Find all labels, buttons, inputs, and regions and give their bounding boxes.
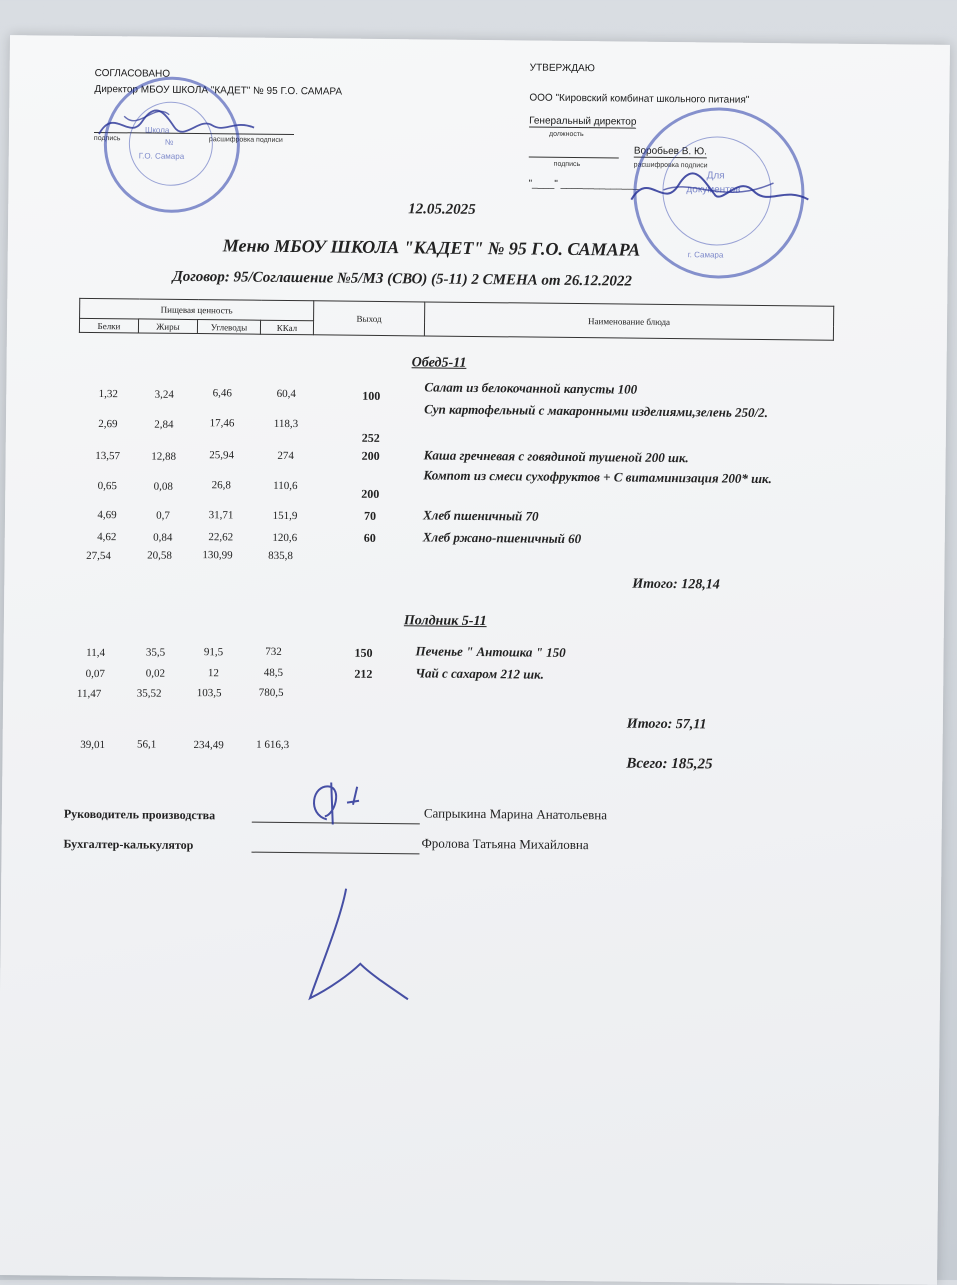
lunch-total: Итого: 128,14 [632,576,720,593]
protein-header: Белки [79,318,138,333]
director-right-signature [623,160,814,222]
approval-right-position: Генеральный директор [529,115,637,128]
snack-sum-row: 11,47 35,52 103,5 780,5 [76,686,284,701]
accountant-label: Бухгалтер-калькулятор [63,836,194,853]
carbs-header: Углеводы [197,320,260,335]
kcal-header: ККал [260,320,313,335]
approval-left-title: СОГЛАСОВАНО [94,67,171,80]
document-date: 12.05.2025 [408,201,476,218]
round-stamp-right: Для документов г. Самара [633,107,806,280]
left-sig-caption: подпись [93,134,121,143]
table-row: 1,32 3,24 6,46 60,4 100 Салат из белокочанной капусты 100 [98,379,638,403]
right-name-caption: расшифровка подписи [633,161,708,170]
accountant-signature-line [251,852,419,855]
table-row: 4,62 0,84 22,62 120,6 60 Хлеб ржано-пшеничный 60 [97,529,582,547]
approval-right-company: ООО "Кировский комбинат школьного питания" [529,92,750,106]
document-page [0,35,950,1285]
table-row: 13,57 12,88 25,94 274 200 Каша гречневая с говядиной тушеной 200 шк. [95,447,689,466]
left-name-caption: расшифровка подписи [208,136,283,144]
manager-label: Руководитель производства [63,806,216,823]
fat-header: Жиры [138,319,197,334]
right-sig-caption: подпись [553,160,581,169]
grand-total: Всего: 185,25 [626,755,713,773]
table-header [79,298,834,341]
document-title: Меню МБОУ ШКОЛА "КАДЕТ" № 95 Г.О. САМАРА [222,235,641,260]
table-row: 11,4 35,5 91,5 732 150 Печенье " Антошка " 150 [86,643,566,660]
table-row: 4,69 0,7 31,71 151,9 70 Хлеб пшеничный 70 [97,507,539,524]
nutrition-header: Пищевая ценность [80,298,314,320]
approval-date-line: "____" ______________ [528,178,639,191]
round-stamp-left: Школа № Г.О. Самара [103,76,240,213]
table-row: 0,65 0,08 26,8 110,6 200 Компот из смеси сухофруктов + С витаминизация 200* шк. [97,467,772,501]
output-header: Выход [313,301,424,336]
approval-right-title: УТВЕРЖДАЮ [529,62,595,75]
position-caption: должность [548,130,584,139]
pen-stroke [290,878,431,1019]
lunch-sum-row: 27,54 20,58 130,99 835,8 [86,549,294,563]
director-signature [94,96,265,148]
accountant-name: Фролова Татьяна Михайловна [421,835,589,853]
right-signature-line [529,157,619,159]
approval-left-position: Директор МБОУ ШКОЛА "КАДЕТ" № 95 Г.О. САМАРА [94,83,343,98]
snack-total: Итого: 57,11 [626,716,707,733]
manager-signature [297,774,378,835]
contract-info: Договор: 95/Соглашение №5/МЗ (СВО) (5-11) 2 СМЕНА от 26.12.2022 [172,268,632,290]
dish-name-header: Наименование блюда [424,302,833,340]
snack-section-title: Полдник 5-11 [403,613,487,630]
table-row: 2,69 2,84 17,46 118,3 252 Суп картофельный с макаронными изделиями,зелень 250/2. [98,401,769,445]
lunch-section-title: Обед5-11 [411,355,467,371]
manager-name: Сапрыкина Марина Анатольевна [423,805,608,823]
table-row: 0,07 0,02 12 48,5 212 Чай с сахаром 212 шк. [85,665,545,682]
grand-sum-row: 39,01 56,1 234,49 1 616,3 [80,738,290,752]
approval-right-name: Воробьев В. Ю. [633,145,707,158]
